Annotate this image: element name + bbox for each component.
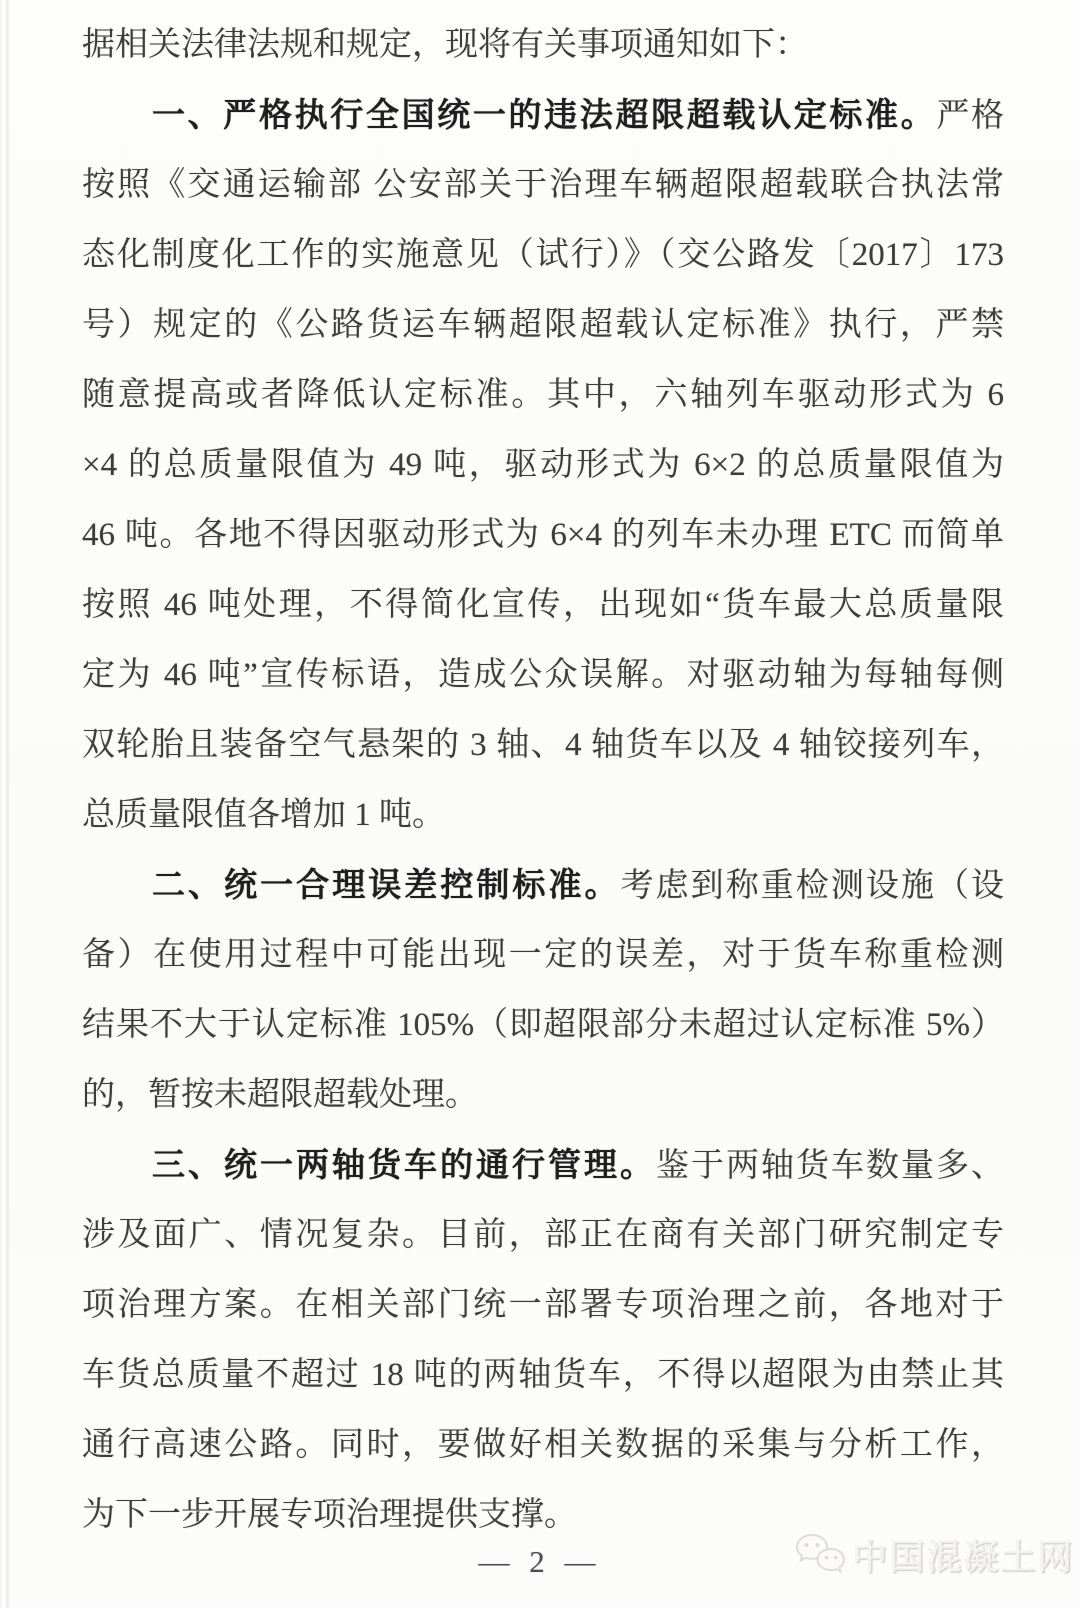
- document-body: [82, 10, 1004, 1550]
- body-text: 46 吨。各地不得因驱动形式为 6×4 的列车未办理 ETC 而简单: [82, 517, 1004, 553]
- body-text: ×4 的总质量限值为 49 吨，驱动形式为 6×2 的总质量限值为: [82, 447, 1004, 483]
- body-text: 按照《交通运输部 公安部关于治理车辆超限超载联合执法常: [82, 167, 1004, 203]
- text-line: [82, 570, 1004, 640]
- body-text: 按照 46 吨处理，不得简化宣传，出现如“货车最大总质量限: [82, 587, 1004, 623]
- text-line: [82, 10, 1004, 80]
- text-line: [82, 1340, 1004, 1410]
- section-heading-text: 三、统一两轴货车的通行管理。: [152, 1146, 656, 1183]
- body-text: 为下一步开展专项治理提供支撑。: [82, 1497, 577, 1533]
- body-text: 鉴于两轴货车数量多、: [656, 1148, 1004, 1184]
- text-line: [82, 290, 1004, 360]
- body-text: 的，暂按未超限超载处理。: [82, 1077, 478, 1113]
- text-line: [82, 220, 1004, 290]
- text-line: [82, 920, 1004, 990]
- section-heading-text: 一、严格执行全国统一的违法超限超载认定标准。: [152, 96, 937, 133]
- body-text: 总质量限值各增加 1 吨。: [82, 797, 445, 833]
- body-text: 结果不大于认定标准 105%（即超限部分未超过认定标准 5%）: [82, 1007, 1004, 1043]
- text-line: [82, 360, 1004, 430]
- page-edge-shadow: [0, 0, 10, 1608]
- text-line: [82, 990, 1004, 1060]
- body-text: 随意提高或者降低认定标准。其中，六轴列车驱动形式为 6: [82, 377, 1004, 413]
- text-line: [82, 1130, 1004, 1200]
- text-line: [82, 1200, 1004, 1270]
- body-text: 考虑到称重检测设施（设: [620, 868, 1004, 904]
- text-line: [82, 500, 1004, 570]
- body-text: 备）在使用过程中可能出现一定的误差，对于货车称重检测: [82, 937, 1004, 973]
- body-text: 车货总质量不超过 18 吨的两轴货车，不得以超限为由禁止其: [82, 1357, 1004, 1393]
- text-line: [82, 710, 1004, 780]
- body-text: 双轮胎且装备空气悬架的 3 轴、4 轴货车以及 4 轴铰接列车，: [82, 727, 1004, 763]
- body-text: 据相关法律法规和规定，现将有关事项通知如下：: [82, 27, 808, 63]
- watermark-text: 中国混凝土网: [851, 1538, 1074, 1577]
- section-heading-text: 二、统一合理误差控制标准。: [152, 866, 621, 903]
- watermark: [794, 1530, 1074, 1580]
- page-number: — 2 —: [478, 1544, 602, 1579]
- body-text: 号）规定的《公路货运车辆超限超载认定标准》执行，严禁: [82, 307, 1004, 343]
- body-text: 定为 46 吨”宣传标语，造成公众误解。对驱动轴为每轴每侧: [82, 657, 1004, 693]
- text-line: [82, 150, 1004, 220]
- text-line: [82, 1270, 1004, 1340]
- text-line: [82, 1410, 1004, 1480]
- body-text: 态化制度化工作的实施意见（试行）》（交公路发〔2017〕173: [82, 237, 1004, 273]
- text-line: [82, 780, 1004, 850]
- text-line: [82, 640, 1004, 710]
- text-line: [82, 850, 1004, 920]
- wechat-icon: [794, 1532, 846, 1578]
- body-text: 项治理方案。在相关部门统一部署专项治理之前，各地对于: [82, 1287, 1004, 1323]
- text-line: [82, 1060, 1004, 1130]
- text-line: [82, 80, 1004, 150]
- body-text: 涉及面广、情况复杂。目前，部正在商有关部门研究制定专: [82, 1217, 1004, 1253]
- body-text: 通行高速公路。同时，要做好相关数据的采集与分析工作，: [82, 1427, 1004, 1463]
- body-text: 严格: [936, 98, 1004, 134]
- text-line: [82, 430, 1004, 500]
